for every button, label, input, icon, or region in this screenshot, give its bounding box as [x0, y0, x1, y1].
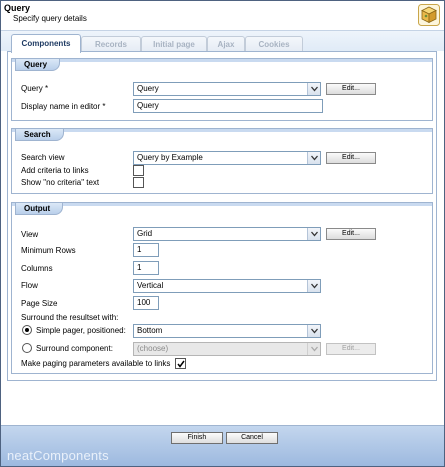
output-section-title: Output [15, 202, 63, 215]
display-name-input[interactable]: Query [133, 99, 323, 113]
search-view-edit-button[interactable]: Edit... [326, 152, 376, 164]
dialog-header [1, 1, 444, 30]
min-rows-label: Minimum Rows [21, 246, 76, 255]
surround-label: Surround the resultset with: [21, 313, 119, 322]
dialog-subtitle: Specify query details [13, 14, 87, 23]
surround-component-label: Surround component: [36, 344, 113, 353]
surround-component-value: (choose) [137, 344, 169, 353]
search-section-title: Search [15, 128, 64, 141]
simple-pager-radio[interactable] [22, 325, 32, 335]
chevron-down-icon [307, 83, 320, 95]
columns-label: Columns [21, 264, 53, 273]
tab-ajax[interactable]: Ajax [207, 36, 245, 52]
simple-pager-position-select[interactable] [133, 324, 321, 338]
flow-select-value: Vertical [137, 281, 164, 290]
tab-initial-page[interactable]: Initial page [141, 36, 207, 52]
checkmark-icon [177, 360, 185, 368]
no-criteria-checkbox[interactable] [133, 177, 144, 188]
query-select-value: Query [137, 84, 159, 93]
query-label: Query * [21, 84, 49, 93]
display-name-label: Display name in editor * [21, 102, 106, 111]
paging-params-label: Make paging parameters available to links [21, 359, 171, 368]
search-section [11, 128, 433, 194]
components-tab-panel [7, 51, 437, 381]
view-label: View [21, 230, 39, 239]
simple-pager-label: Simple pager, positioned: [36, 326, 126, 335]
page-size-label: Page Size [21, 299, 58, 308]
tab-cookies[interactable]: Cookies [245, 36, 303, 52]
add-criteria-checkbox[interactable] [133, 165, 144, 176]
surround-component-select[interactable] [133, 342, 321, 356]
view-select[interactable] [133, 227, 321, 241]
package-box-icon [418, 4, 440, 26]
flow-label: Flow [21, 281, 38, 290]
query-section-title: Query [15, 58, 60, 71]
chevron-down-icon [307, 280, 320, 292]
dialog-footer [1, 425, 444, 466]
add-criteria-label: Add criteria to links [21, 166, 89, 175]
dialog-title: Query [4, 3, 31, 13]
surround-component-edit-button[interactable]: Edit... [326, 343, 376, 355]
chevron-down-icon [307, 343, 320, 355]
finish-button[interactable]: Finish [171, 432, 223, 444]
surround-component-radio[interactable] [22, 343, 32, 353]
brand-logo-text: neatComponents [7, 448, 109, 463]
no-criteria-label: Show "no criteria" text [21, 178, 100, 187]
search-view-label: Search view [21, 153, 65, 162]
chevron-down-icon [307, 228, 320, 240]
tab-components[interactable]: Components [11, 34, 81, 53]
query-select[interactable] [133, 82, 321, 96]
paging-params-checkbox[interactable] [175, 358, 186, 369]
chevron-down-icon [307, 152, 320, 164]
page-size-input[interactable]: 100 [133, 296, 159, 310]
query-edit-button[interactable]: Edit... [326, 83, 376, 95]
simple-pager-position-value: Bottom [137, 326, 163, 335]
view-edit-button[interactable]: Edit... [326, 228, 376, 240]
chevron-down-icon [307, 325, 320, 337]
cancel-button[interactable]: Cancel [226, 432, 278, 444]
flow-select[interactable] [133, 279, 321, 293]
view-select-value: Grid [137, 229, 153, 238]
tab-strip [1, 30, 444, 51]
search-view-select[interactable] [133, 151, 321, 165]
columns-input[interactable]: 1 [133, 261, 159, 275]
output-section [11, 202, 433, 374]
min-rows-input[interactable]: 1 [133, 243, 159, 257]
tab-records[interactable]: Records [81, 36, 141, 52]
query-section [11, 58, 433, 121]
search-view-value: Query by Example [137, 153, 203, 162]
